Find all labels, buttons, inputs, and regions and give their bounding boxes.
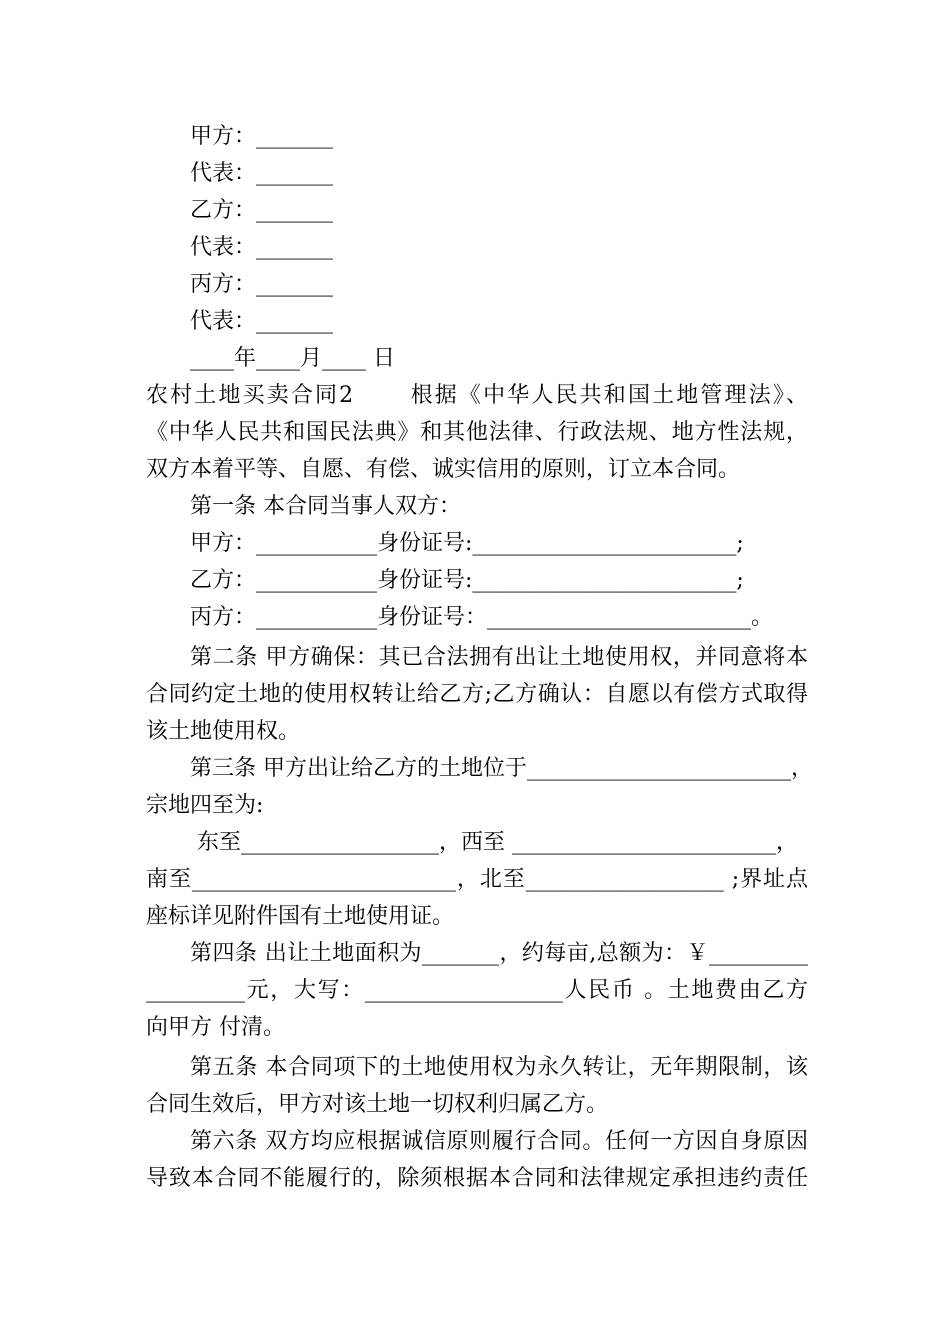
party-a-representative: 代表：_______ <box>190 161 334 186</box>
contract-title-line: 农村土地买卖合同2 根据《中华人民共和国土地管理法》、 <box>146 383 808 408</box>
party-b-id-line: 乙方：___________身份证号:________________________; <box>190 568 744 593</box>
party-c-representative: 代表：_______ <box>190 309 334 334</box>
article-4-line: 向甲方 付清。 <box>146 1015 285 1040</box>
article-3-line: 宗地四至为: <box>146 793 264 818</box>
body-line: 《中华人民共和国民法典》和其他法律、行政法规、地方性法规， <box>146 420 808 445</box>
party-a-id-line: 甲方：___________身份证号:________________________; <box>190 531 744 556</box>
boundary-line: 座标详见附件国有土地使用证。 <box>146 904 455 929</box>
party-c-id-line: 丙方：___________身份证号：________________________。 <box>190 605 774 630</box>
boundary-line: 南至________________________，北至__________________ ;界址点 <box>146 867 808 892</box>
party-b-signature: 乙方：_______ <box>190 198 334 223</box>
article-4-line: _________元，大写：__________________人民币 。土地费由乙方 <box>146 978 808 1003</box>
article-5-line: 第五条 本合同项下的土地使用权为永久转让，无年期限制，该 <box>190 1055 808 1080</box>
signature-date: ____年____月____ 日 <box>190 346 395 371</box>
party-a-signature: 甲方：_______ <box>190 124 334 149</box>
boundary-line: 东至__________________，西至 ________________________， <box>190 830 798 855</box>
article-6-line: 第六条 双方均应根据诚信原则履行合同。任何一方因自身原因 <box>190 1129 808 1154</box>
article-6-line: 导致本合同不能履行的，除须根据本合同和法律规定承担违约责任 <box>146 1166 808 1191</box>
body-line: 双方本着平等、自愿、有偿、诚实信用的原则，订立本合同。 <box>146 457 741 482</box>
article-1-heading: 第一条 本合同当事人双方： <box>190 494 461 519</box>
party-b-representative: 代表：_______ <box>190 235 334 260</box>
article-2-line: 合同约定土地的使用权转让给乙方;乙方确认：自愿以有偿方式取得 <box>146 682 808 707</box>
article-3-line: 第三条 甲方出让给乙方的土地位于________________________， <box>190 756 813 781</box>
article-2-line: 第二条 甲方确保：其已合法拥有出让土地使用权，并同意将本 <box>190 645 808 670</box>
article-4-line: 第四条 出让土地面积为_______，约每亩,总额为：￥_________ <box>190 941 808 966</box>
article-5-line: 合同生效后，甲方对该土地一切权利归属乙方。 <box>146 1092 609 1117</box>
party-c-signature: 丙方：_______ <box>190 272 334 297</box>
article-2-line: 该土地使用权。 <box>146 719 301 744</box>
